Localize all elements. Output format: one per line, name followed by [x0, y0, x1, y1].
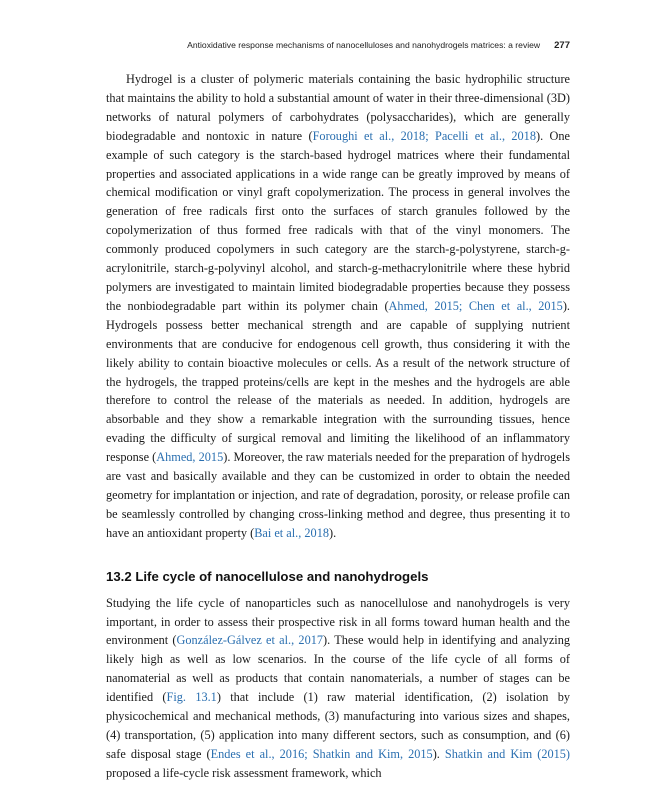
- paragraph-hydrogel: [106, 70, 570, 543]
- p2-text-5: proposed a life-cycle risk assessment framework, which: [106, 765, 382, 780]
- p2-text-3: ) that include (1) raw material identification, (2) isolation by physicochemical and mechanical methods, (3) manufacturing into various sizes and shapes, (4) transportation, (5) application into many different sectors, such as consumption, and (6) safe disposal stage (: [106, 690, 571, 761]
- paragraph-life-cycle: [106, 594, 570, 783]
- citation-link[interactable]: Bai et al., 2018: [254, 525, 329, 540]
- p1-text-2: ). One example of such category is the starch-based hydrogel matrices where their fundamental properties and associated applications in a wide range can be greatly improved by means of chemical modification or vinyl graft copolymerization. The process in general involves the generation of free radicals first onto the surfaces of starch granules followed by the copolymerization of thus formed free radicals with that of the vinyl monomers. The commonly produced copolymers in such category are the starch-g-polystyrene, starch-g-acrylonitrile, starch-g-polyvinyl alcohol, and starch-g-methacrylonitrile where these hybrid polymers are investigated to maintain limited biodegradable properties because they possess the nonbiodegradable part within its polymer chain (: [106, 128, 570, 313]
- section-heading: 13.2 Life cycle of nanocellulose and nanohydrogels: [106, 568, 429, 584]
- page-body: [106, 70, 570, 783]
- p1-text-1: Hydrogel is a cluster of polymeric materials containing the basic hydrophilic structure that maintains the ability to hold a substantial amount of water in their three-dimensional (3D) networks of natural polymers of carbohydrates (polysaccharides), which are generally biodegradable and nontoxic in nature (: [106, 72, 570, 143]
- citation-link[interactable]: Foroughi et al., 2018; Pacelli et al., 2018: [312, 128, 536, 143]
- citation-link[interactable]: Ahmed, 2015; Chen et al., 2015: [388, 298, 563, 313]
- p2-text-4: ).: [432, 746, 445, 761]
- citation-link[interactable]: Endes et al., 2016; Shatkin and Kim, 2015: [210, 746, 433, 761]
- p1-text-3: ). Hydrogels possess better mechanical strength and are capable of supplying nutrient environments that are conducive for endogenous cell growth, thus considering it with the likely ability to contain bioactive molecules or cells. As a result of the network structure of the hydrogels, the trapped proteins/cells are kept in the meshes and the hydrogels are able therefore to control the release of the materials as needed. In addition, hydrogels are absorbable and they show a remarkable integration with the surrounding tissues, hence evading the difficulty of surgical removal and limiting the likelihood of an inflammatory response (: [106, 298, 570, 465]
- p2-text-2: ). These would help in identifying and analyzing likely high as well as low scenarios. In the course of the life cycle of all forms of nanomaterial as well as products that contain nanomaterials, a number of stages can be identified (: [106, 633, 570, 705]
- p1-text-4: ). Moreover, the raw materials needed for the preparation of hydrogels are vast and basically available and they can be customized in order to obtain the needed geometry for implantation or injection, and rate of degradation, porosity, or release profile can be seamlessly controlled by changing cross-linking method and degree, thus presenting it to have an antioxidant property (: [106, 450, 570, 540]
- running-header: [106, 40, 570, 51]
- figure-link[interactable]: Fig. 13.1: [166, 690, 217, 705]
- p2-text-1: Studying the life cycle of nanoparticles such as nanocellulose and nanohydrogels is very important, in order to assess their prospective risk in all forms toward human health and the environment (: [106, 595, 570, 648]
- citation-link[interactable]: Ahmed, 2015: [156, 450, 224, 465]
- p1-text-5: ).: [329, 525, 337, 540]
- citation-link[interactable]: González-Gálvez et al., 2017: [176, 633, 324, 648]
- running-title: Antioxidative response mechanisms of nanocelluloses and nanohydrogels matrices: a review: [187, 40, 541, 50]
- page-number: 277: [554, 40, 570, 51]
- citation-link[interactable]: Shatkin and Kim (2015): [444, 746, 571, 761]
